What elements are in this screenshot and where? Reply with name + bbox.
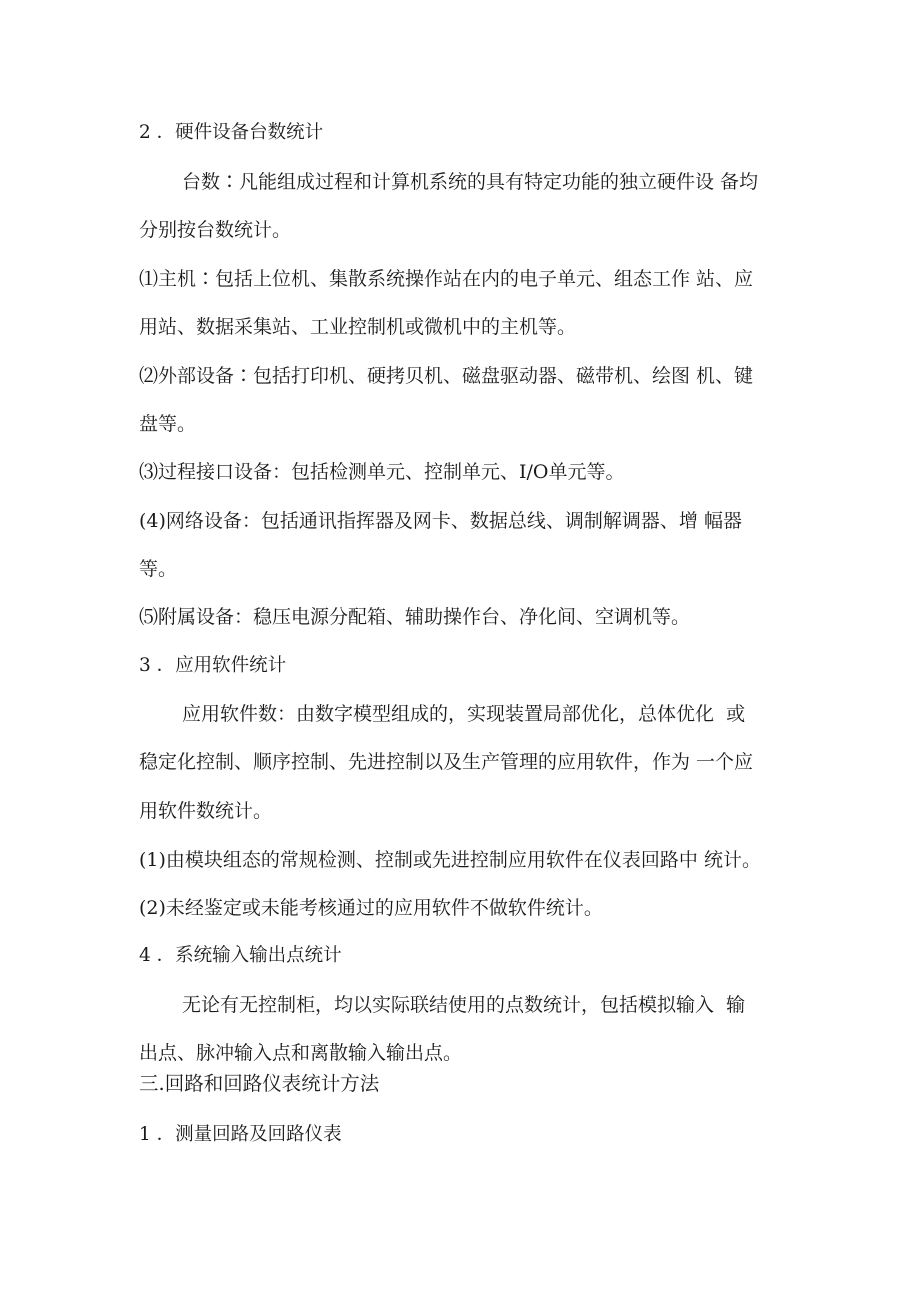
paragraph-line: 出点、脉冲输入点和离散输入输出点。 — [139, 1042, 463, 1064]
section-title-software-count: 3 ．应用软件统计 — [139, 655, 287, 676]
paragraph-line: 等。 — [139, 558, 178, 580]
list-item-host: ⑴主机∶包括上位机、集散系统操作站在内的电子单元、组态工作 站、应 — [139, 268, 754, 290]
paragraph-line: 台数∶凡能组成过程和计算机系统的具有特定功能的独立硬件设 备均 — [182, 171, 759, 193]
paragraph-line: 用站、数据采集站、工业控制机或微机中的主机等。 — [139, 316, 577, 338]
paragraph-line: 无论有无控制柜，均以实际联结使用的点数统计，包括模拟输入 输 — [182, 994, 746, 1016]
list-item-auxiliary: ⑸附属设备：稳压电源分配箱、辅助操作台、净化间、空调机等。 — [139, 606, 691, 628]
list-item-peripherals: ⑵外部设备∶包括打印机、硬拷贝机、磁盘驱动器、磁带机、绘图 机、键 — [139, 365, 754, 387]
paragraph-line: 分别按台数统计。 — [139, 219, 292, 241]
section-title-measurement-loop: 1 ．测量回路及回路仪表 — [139, 1124, 342, 1145]
list-item-process-interface: ⑶过程接口设备：包括检测单元、控制单元、I/O单元等。 — [139, 461, 625, 483]
section-title-io-points: 4 ．系统输入输出点统计 — [139, 945, 342, 966]
paragraph-line: 用软件数统计。 — [139, 800, 273, 822]
paragraph-line: 稳定化控制、顺序控制、先进控制以及生产管理的应用软件，作为 一个应 — [139, 751, 754, 773]
section-title-hardware-count: 2 ．硬件设备台数统计 — [139, 122, 324, 143]
chapter-title-loop-statistics: 三.回路和回路仪表统计方法 — [139, 1072, 380, 1095]
paragraph-line: 应用软件数：由数字模型组成的，实现装置局部优化，总体优化 或 — [182, 703, 746, 725]
paragraph-line: 盘等。 — [139, 413, 197, 435]
list-item-software-2: (2)未经鉴定或未能考核通过的应用软件不做软件统计。 — [139, 897, 603, 919]
list-item-network: (4)网络设备：包括通讯指挥器及网卡、数据总线、调制解调器、增 幅器 — [139, 510, 742, 532]
list-item-software-1: (1)由模块组态的常规检测、控制或先进控制应用软件在仪表回路中 统计。 — [139, 849, 761, 871]
